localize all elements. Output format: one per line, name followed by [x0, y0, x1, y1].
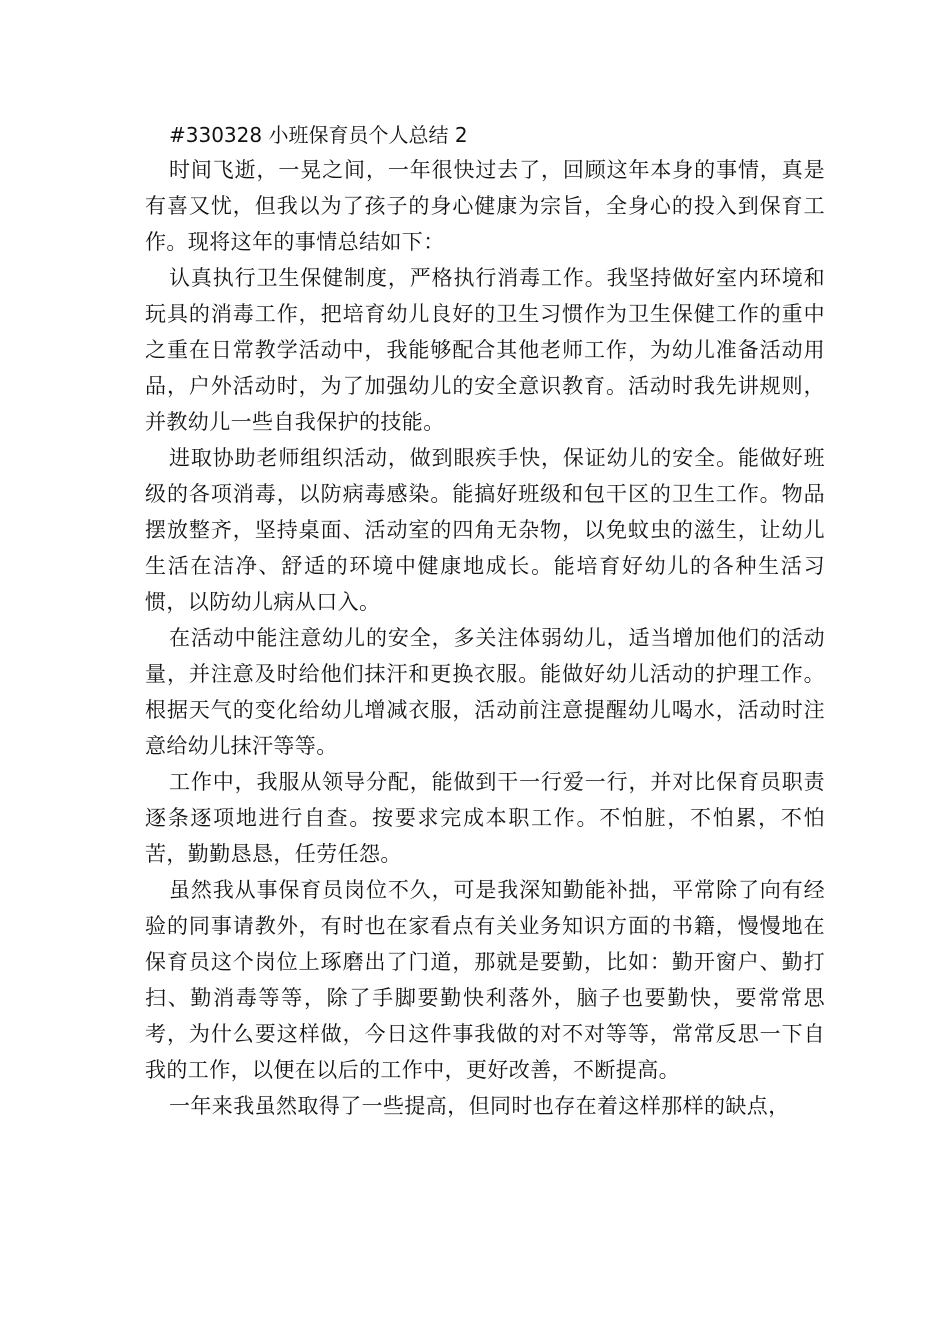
paragraph-7: 一年来我虽然取得了一些提高，但同时也存在着这样那样的缺点， [169, 1094, 790, 1118]
paragraph-1: 时间飞逝，一晃之间，一年很快过去了，回顾这年本身的事情，真是有喜又忧，但我以为了孩子的身心健康为宗旨，全身心的投入到保育工作。现将这年的事情总结如下： [145, 158, 825, 254]
paragraph-5: 工作中，我服从领导分配，能做到干一行爱一行，并对比保育员职责逐条逐项地进行自查。按要求完成本职工作。不怕脏，不怕累，不怕苦，勤勤恳恳，任劳任怨。 [145, 770, 825, 866]
document-page [145, 118, 825, 1124]
paragraph-6: 虽然我从事保育员岗位不久，可是我深知勤能补拙，平常除了向有经验的同事请教外，有时也在家看点有关业务知识方面的书籍，慢慢地在保育员这个岗位上琢磨出了门道，那就是要勤，比如：勤开窗户、勤打扫、勤消毒等等，除了手脚要勤快利落外，脑子也要勤快，要常常思考，为什么要这样做，今日这件事我做的对不对等等，常常反思一下自我的工作，以便在以后的工作中，更好改善，不断提高。 [145, 878, 825, 1082]
paragraph-2: 认真执行卫生保健制度，严格执行消毒工作。我坚持做好室内环境和玩具的消毒工作，把培育幼儿良好的卫生习惯作为卫生保健工作的重中之重在日常教学活动中，我能够配合其他老师工作，为幼儿准备活动用品，户外活动时，为了加强幼儿的安全意识教育。活动时我先讲规则，并教幼儿一些自我保护的技能。 [145, 266, 825, 434]
paragraph-4: 在活动中能注意幼儿的安全，多关注体弱幼儿，适当增加他们的活动量，并注意及时给他们抹汗和更换衣服。能做好幼儿活动的护理工作。根据天气的变化给幼儿增减衣服，活动前注意提醒幼儿喝水，活动时注意给幼儿抹汗等等。 [145, 626, 825, 758]
paragraph-3: 进取协助老师组织活动，做到眼疾手快，保证幼儿的安全。能做好班级的各项消毒，以防病毒感染。能搞好班级和包干区的卫生工作。物品摆放整齐，坚持桌面、活动室的四角无杂物，以免蚊虫的滋生，让幼儿生活在洁净、舒适的环境中健康地成长。能培育好幼儿的各种生活习惯，以防幼儿病从口入。 [145, 446, 825, 614]
document-title: #330328 小班保育员个人总结 2 [169, 123, 468, 147]
